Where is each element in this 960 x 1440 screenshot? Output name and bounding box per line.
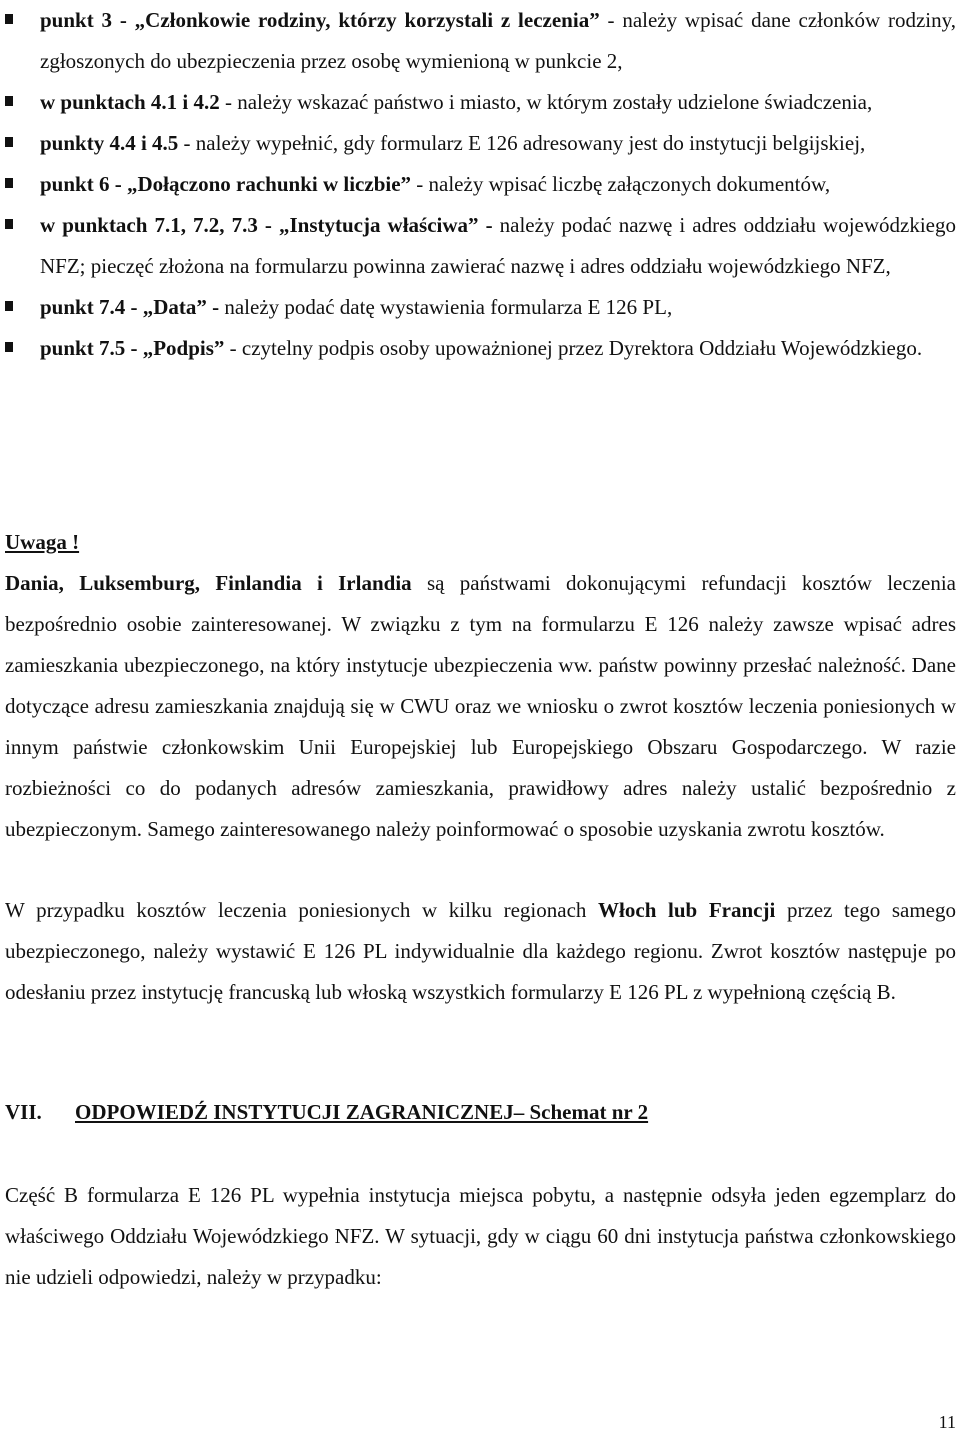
item-text: - czytelny podpis osoby upoważnionej przez Dyrektora Oddziału Wojewódzkiego. xyxy=(224,336,923,360)
list-item xyxy=(0,164,960,205)
note-paragraph-2-end: przez tego samego ubezpieczonego, należy wystawić E 126 PL indywidualnie dla każdego regionu. Zwrot kosztów następuje po odesłaniu przez instytucję francuską lub włoską wszystkich formularzy E 126 PL z wypełnioną częścią B. xyxy=(5,898,956,1004)
item-text: - należy wpisać dane członków rodziny, zgłoszonych do ubezpieczenia przez osobę wymienioną w punkcie 2, xyxy=(40,8,957,73)
instructions-list xyxy=(0,0,960,369)
list-item xyxy=(0,328,960,369)
countries-emphasis: Dania, Luksemburg, Finlandia i Irlandia xyxy=(5,571,412,595)
item-label: punkt 7.5 - „Podpis” xyxy=(40,336,225,360)
item-label: punkt 6 - „Dołączono rachunki w liczbie” xyxy=(40,172,412,196)
list-item xyxy=(0,205,960,287)
list-item xyxy=(0,287,960,328)
section-paragraph: Część B formularza E 126 PL wypełnia instytucja miejsca pobytu, a następnie odsyła jeden egzemplarz do właściwego Oddziału Wojewódzkiego NFZ. W sytuacji, gdy w ciągu 60 dni instytucja państwa członkowskiego nie udzieli odpowiedzi, należy w przypadku: xyxy=(5,1183,956,1289)
square-bullet-icon xyxy=(5,219,13,229)
item-text: - należy wskazać państwo i miasto, w którym zostały udzielone świadczenia, xyxy=(219,90,873,114)
square-bullet-icon xyxy=(5,96,13,106)
section-title: ODPOWIEDŹ INSTYTUCJI ZAGRANICZNEJ– Schemat nr 2 xyxy=(75,1100,649,1124)
regions-emphasis: Włoch lub Francji xyxy=(598,898,776,922)
item-label: punkt 7.4 - „Data” - xyxy=(40,295,220,319)
square-bullet-icon xyxy=(5,14,13,24)
item-label: punkty 4.4 i 4.5 xyxy=(40,131,179,155)
square-bullet-icon xyxy=(5,301,13,311)
square-bullet-icon xyxy=(5,178,13,188)
item-label: w punktach 7.1, 7.2, 7.3 - „Instytucja właściwa” - xyxy=(40,213,493,237)
section-number: VII. xyxy=(5,1100,42,1124)
item-label: w punktach 4.1 i 4.2 xyxy=(40,90,220,114)
item-text: - należy wypełnić, gdy formularz E 126 adresowany jest do instytucji belgijskiej, xyxy=(178,131,866,155)
item-text: należy podać datę wystawienia formularza E 126 PL, xyxy=(219,295,673,319)
note-paragraph-1 xyxy=(5,563,956,850)
item-label: punkt 3 - „Członkowie rodziny, którzy korzystali z leczenia” xyxy=(40,8,600,32)
item-text: należy podać nazwę i adres oddziału wojewódzkiego NFZ; pieczęć złożona na formularzu powinna zawierać nazwę i adres oddziału wojewódzkiego NFZ, xyxy=(40,213,956,278)
square-bullet-icon xyxy=(5,342,13,352)
page-number: 11 xyxy=(938,1412,956,1432)
square-bullet-icon xyxy=(5,137,13,147)
note-paragraph-2 xyxy=(5,890,956,1013)
list-item xyxy=(0,0,960,82)
section-heading xyxy=(5,1092,648,1133)
note-heading: Uwaga ! xyxy=(5,530,80,554)
list-item xyxy=(0,123,960,164)
note-paragraph-2-start: W przypadku kosztów leczenia poniesionych w kilku regionach xyxy=(5,898,599,922)
list-item xyxy=(0,82,960,123)
item-text: - należy wpisać liczbę załączonych dokumentów, xyxy=(411,172,831,196)
note-paragraph-1-text: są państwami dokonującymi refundacji kosztów leczenia bezpośrednio osobie zainteresowanej. W związku z tym na formularzu E 126 należy zawsze wpisać adres zamieszkania ubezpieczonego, na który instytucje ubezpieczenia ww. państw powinny przesłać należność. Dane dotyczące adresu zamieszkania znajdują się w CWU oraz we wniosku o zwrot kosztów leczenia poniesionych w innym państwie członkowskim Unii Europejskiej lub Europejskiego Obszaru Gospodarczego. W razie rozbieżności co do podanych adresów zamieszkania, prawidłowy adres należy ustalić bezpośrednio z ubezpieczonym. Samego zainteresowanego należy poinformować o sposobie uzyskania zwrotu kosztów. xyxy=(5,571,956,841)
